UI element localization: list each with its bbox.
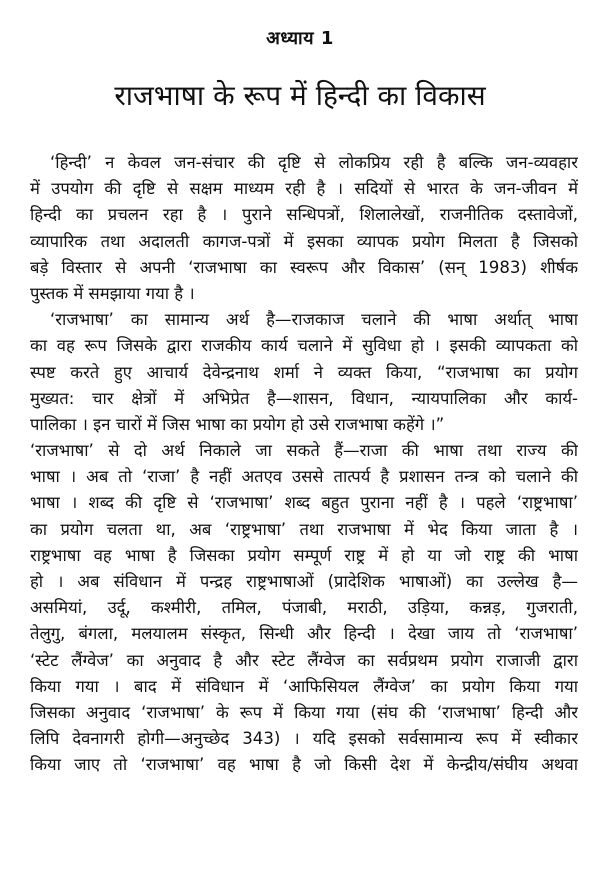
text-line: असमियां, उर्दू, कश्मीरी, तमिल, पंजाबी, मराठी, उड़िया, कन्नड़, गुजराती, bbox=[30, 598, 578, 618]
text-line: किया गया । बाद में संविधान में ‘आफिसियल लैंग्वेज’ का प्रयोग किया गया bbox=[30, 676, 578, 696]
chapter-title: राजभाषा के रूप में हिन्दी का विकास bbox=[114, 79, 486, 112]
text-line: ‘स्टेट लैंग्वेज’ का अनुवाद है और स्टेट लैंग्वेज का सर्वप्रथम प्रयोग राजाजी द्वारा bbox=[30, 650, 578, 670]
chapter-label: अध्याय 1 bbox=[266, 28, 334, 49]
text-line: राष्ट्रभाषा वह भाषा है जिसका प्रयोग सम्पूर्ण राष्ट्र में हो या जो राष्ट्र की भाषा bbox=[30, 545, 578, 565]
text-line: लिपि देवनागरी होगी—अनुच्छेद 343) । यदि इसको सर्वसामान्य रूप में स्वीकार bbox=[30, 729, 578, 749]
text-line: पालिका । इन चारों में जिस भाषा का प्रयोग हो उसे राजभाषा कहेंगे ।” bbox=[30, 414, 445, 434]
text-line: में उपयोग की दृष्टि से सक्षम माध्यम रही है । सदियों से भारत के जन-जीवन में bbox=[30, 179, 578, 199]
text-line: व्यापारिक तथा अदालती कागज-पत्रों में इसका व्यापक प्रयोग मिलता है जिसको bbox=[30, 231, 578, 251]
text-line: ‘हिन्दी’ न केवल जन-संचार की दृष्टि से लोकप्रिय रही है बल्कि जन-व्यवहार bbox=[50, 153, 578, 172]
text-line: हिन्दी का प्रचलन रहा है । पुराने सन्धिपत्रों, शिलालेखों, राजनीतिक दस्तावेजों, bbox=[30, 205, 578, 225]
text-line: हो । अब संविधान में पन्द्रह राष्ट्रभाषाओं (प्रादेशिक भाषाओं) का उल्लेख है— bbox=[30, 572, 578, 591]
text-line: भाषा । अब तो ‘राजा’ है नहीं अतएव उससे तात्पर्य है प्रशासन तन्त्र को चलाने की bbox=[30, 467, 578, 487]
text-line: बड़े विस्तार से अपनी ‘राजभाषा का स्वरूप और विकास’ (सन् 1983) शीर्षक bbox=[30, 257, 578, 277]
text-line: पुस्तक में समझाया गया है । bbox=[30, 283, 195, 303]
text-line: मुख्यत: चार क्षेत्रों में अभिप्रेत है—शासन, विधान, न्यायपालिका और कार्य- bbox=[30, 388, 578, 408]
text-line: ‘राजभाषा’ से दो अर्थ निकाले जा सकते हैं—राजा की भाषा तथा राज्य की bbox=[30, 441, 578, 461]
body-text bbox=[30, 150, 578, 779]
text-line: का वह रूप जिसके द्वारा राजकीय कार्य चलाने में सुविधा हो । इसकी व्यापकता को bbox=[30, 336, 578, 356]
text-line: तेलुगु, बंगला, मलयालम संस्कृत, सिन्धी और हिन्दी । देखा जाय तो ‘राजभाषा’ bbox=[30, 624, 578, 644]
text-line: ‘राजभाषा’ का सामान्य अर्थ है—राजकाज चलाने की भाषा अर्थात् भाषा bbox=[50, 310, 578, 330]
text-line: भाषा । शब्द की दृष्टि से ‘राजभाषा’ शब्द बहुत पुराना नहीं है । पहले ‘राष्ट्रभाषा’ bbox=[30, 493, 578, 513]
text-line: स्पष्ट करते हुए आचार्य देवेन्द्रनाथ शर्मा ने व्यक्त किया, “राजभाषा का प्रयोग bbox=[30, 362, 578, 382]
text-line: का प्रयोग चलता था, अब ‘राष्ट्रभाषा’ तथा राजभाषा में भेद किया जाता है । bbox=[30, 519, 578, 539]
text-line: किया जाए तो ‘राजभाषा’ वह भाषा है जो किसी देश में केन्द्रीय/संघीय अथवा bbox=[30, 755, 578, 775]
text-line: जिसका अनुवाद ‘राजभाषा’ के रूप में किया गया (संघ की ‘राजभाषा’ हिन्दी और bbox=[30, 702, 578, 722]
